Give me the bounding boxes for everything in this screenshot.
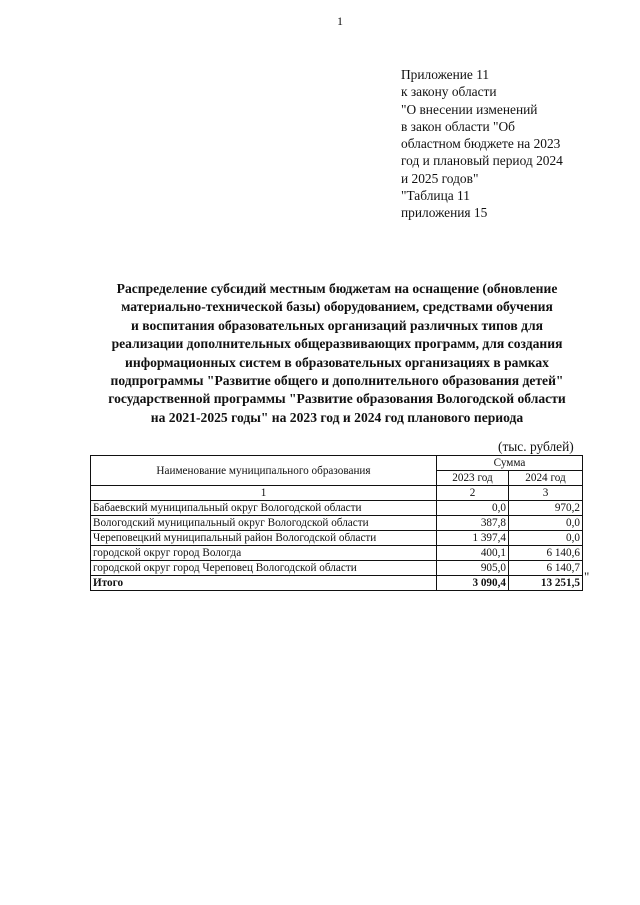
row-value-2024: 0,0 — [509, 516, 583, 531]
table-row — [91, 531, 583, 546]
row-value-2024: 6 140,7 — [509, 561, 583, 576]
subsidy-table — [90, 455, 583, 591]
title-line: Распределение субсидий местным бюджетам на оснащение (обновление — [116, 281, 558, 296]
header-sum: Сумма — [437, 456, 583, 471]
total-value-2024: 13 251,5 — [509, 576, 583, 591]
header-year-2024: 2024 год — [509, 471, 583, 486]
appendix-line: к закону области — [401, 84, 497, 100]
closing-quote: " — [584, 569, 590, 584]
appendix-line: "О внесении изменений — [401, 101, 538, 117]
table-row — [91, 561, 583, 576]
appendix-reference — [401, 66, 601, 222]
table-column-numbers-row — [91, 486, 583, 501]
column-number: 3 — [509, 486, 583, 501]
row-name: Череповецкий муниципальный район Вологодской области — [91, 531, 437, 546]
row-name: городской округ город Вологда — [91, 546, 437, 561]
appendix-line: приложения 15 — [401, 205, 488, 221]
appendix-line: в закон области "Об — [401, 118, 515, 134]
title-line: реализации дополнительных общеразвивающих программ, для создания — [111, 336, 563, 352]
title-line: информационных систем в образовательных организациях в рамках — [125, 354, 549, 370]
header-year-2023: 2023 год — [437, 471, 509, 486]
appendix-line: "Таблица 11 — [401, 188, 470, 204]
row-value-2023: 387,8 — [437, 516, 509, 531]
total-value-2023: 3 090,4 — [437, 576, 509, 591]
row-value-2023: 905,0 — [437, 561, 509, 576]
table-header-row — [91, 456, 583, 471]
units-label: (тыс. рублей) — [498, 439, 574, 454]
appendix-line: Приложение 11 — [401, 67, 490, 82]
row-value-2024: 0,0 — [509, 531, 583, 546]
header-name: Наименование муниципального образования — [91, 456, 437, 486]
table-row — [91, 516, 583, 531]
row-name: Бабаевский муниципальный округ Вологодской области — [91, 501, 437, 516]
column-number: 2 — [437, 486, 509, 501]
table-row — [91, 501, 583, 516]
appendix-line: областном бюджете на 2023 — [401, 136, 561, 152]
column-number: 1 — [91, 486, 437, 501]
appendix-line: год и плановый период 2024 — [401, 153, 563, 169]
appendix-line: и 2025 годов" — [401, 170, 479, 186]
title-line: материально-технической базы) оборудованием, средствами обучения — [121, 299, 553, 315]
title-line: государственной программы "Развитие образования Вологодской области — [108, 391, 566, 407]
row-value-2023: 400,1 — [437, 546, 509, 561]
title-line: и воспитания образовательных организаций различных типов для — [131, 317, 543, 333]
document-title — [90, 280, 584, 427]
title-line: на 2021-2025 годы" на 2023 год и 2024 год планового периода — [150, 409, 524, 425]
total-label: Итого — [91, 576, 437, 591]
page-number: 1 — [337, 14, 343, 28]
row-value-2024: 970,2 — [509, 501, 583, 516]
table-total-row — [91, 576, 583, 591]
row-value-2023: 1 397,4 — [437, 531, 509, 546]
row-name: Вологодский муниципальный округ Вологодской области — [91, 516, 437, 531]
title-line: подпрограммы "Развитие общего и дополнительного образования детей" — [110, 373, 564, 389]
row-value-2024: 6 140,6 — [509, 546, 583, 561]
row-name: городской округ город Череповец Вологодской области — [91, 561, 437, 576]
table-row — [91, 546, 583, 561]
row-value-2023: 0,0 — [437, 501, 509, 516]
